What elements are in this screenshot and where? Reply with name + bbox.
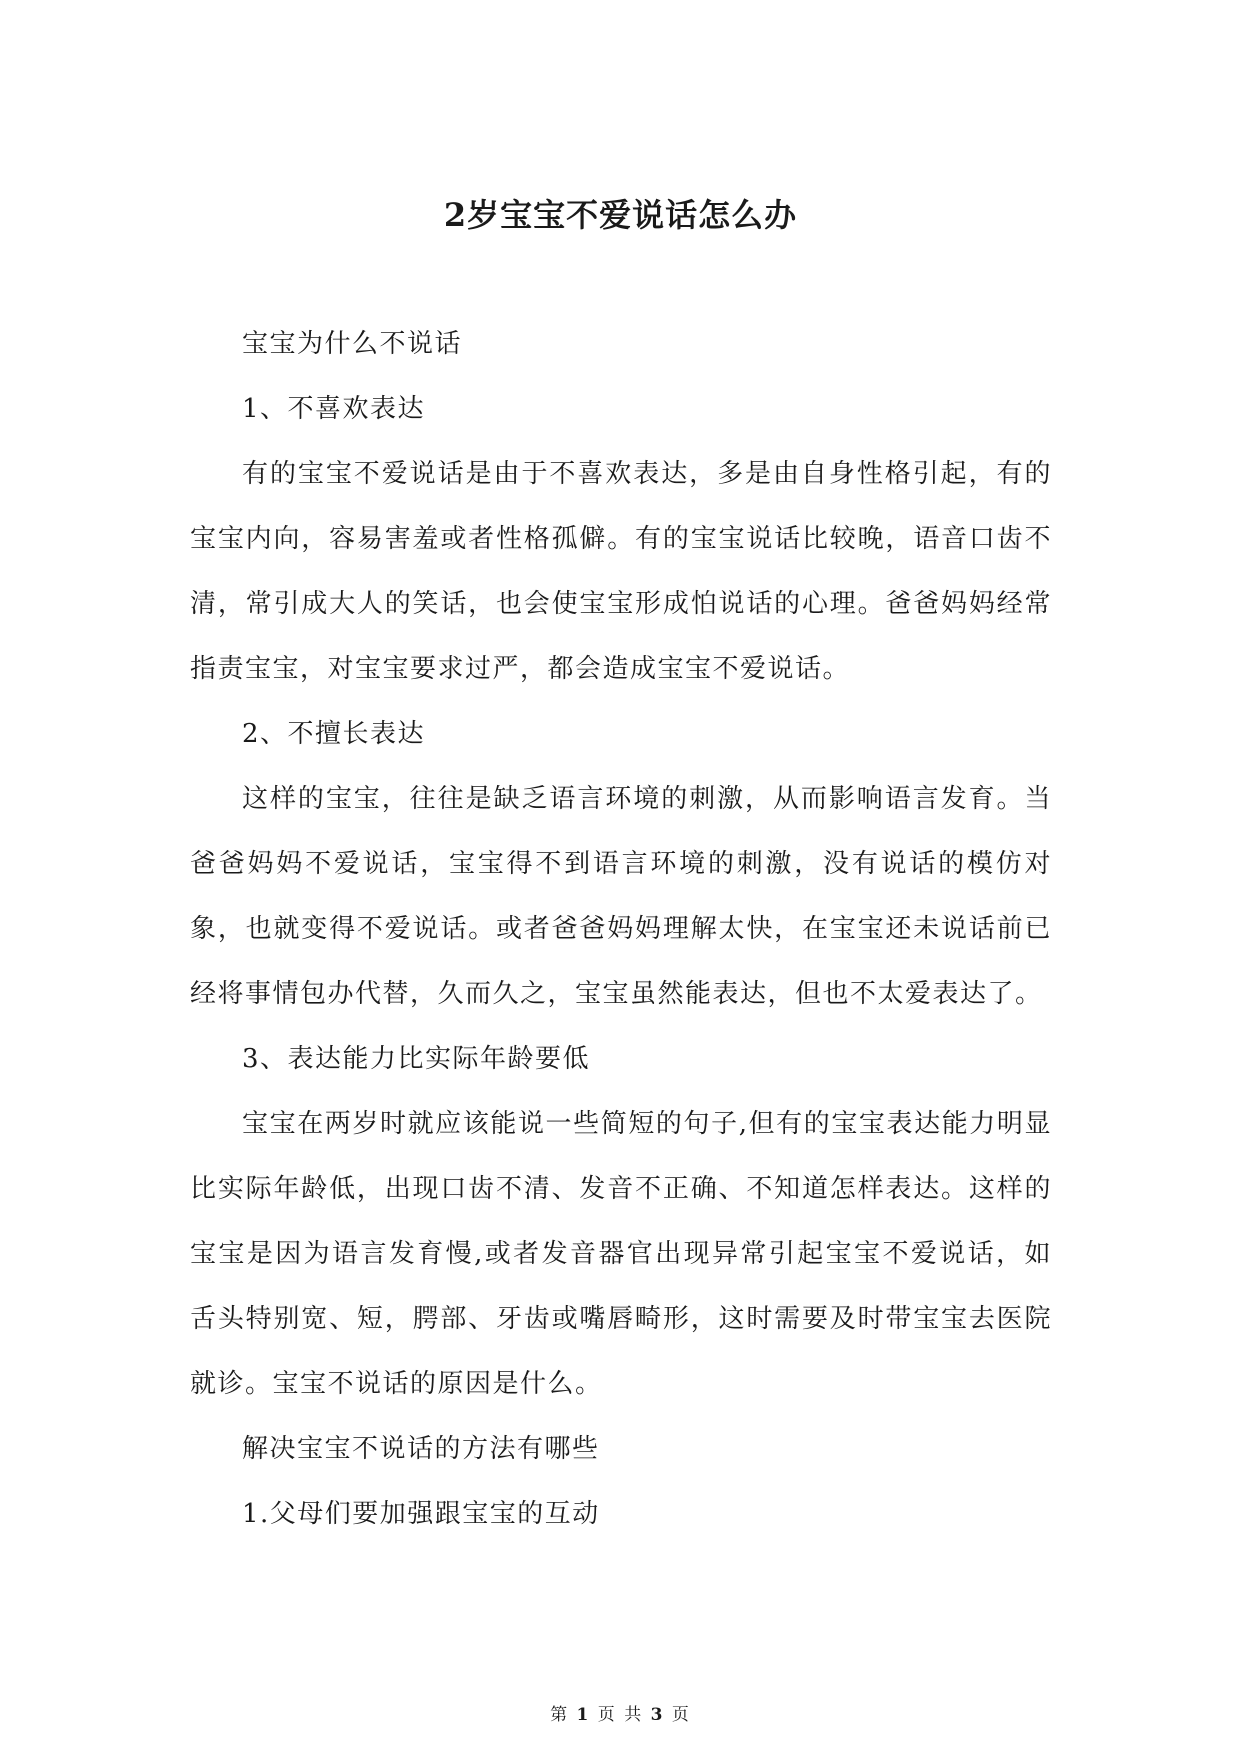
body-paragraph: 有的宝宝不爱说话是由于不喜欢表达，多是由自身性格引起，有的宝宝内向，容易害羞或者性格孤僻。有的宝宝说话比较晚，语音口齿不清，常引成大人的笑话，也会使宝宝形成怕说话的心理。爸爸妈妈经常指责宝宝，对宝宝要求过严，都会造成宝宝不爱说话。 — [190, 459, 1052, 684]
body-paragraph: 这样的宝宝，往往是缺乏语言环境的刺激，从而影响语言发育。当爸爸妈妈不爱说话，宝宝得不到语言环境的刺激，没有说话的模仿对象，也就变得不爱说话。或者爸爸妈妈理解太快，在宝宝还未说话前已经将事情包办代替，久而久之，宝宝虽然能表达，但也不太爱表达了。 — [190, 784, 1052, 1009]
list-item-heading: 1.父母们要加强跟宝宝的互动 — [242, 1499, 600, 1529]
body-paragraph: 宝宝在两岁时就应该能说一些简短的句子,但有的宝宝表达能力明显比实际年龄低，出现口齿不清、发音不正确、不知道怎样表达。这样的宝宝是因为语言发育慢,或者发音器官出现异常引起宝宝不爱说话，如舌头特别宽、短，腭部、牙齿或嘴唇畸形，这时需要及时带宝宝去医院就诊。宝宝不说话的原因是什么。 — [190, 1109, 1052, 1399]
list-item-heading: 2、不擅长表达 — [242, 719, 426, 749]
list-item-heading: 1、不喜欢表达 — [242, 394, 426, 424]
document-body — [190, 312, 1052, 1547]
section-heading: 解决宝宝不说话的方法有哪些 — [242, 1434, 600, 1464]
page-footer — [0, 1700, 1241, 1725]
page-title: 2岁宝宝不爱说话怎么办 — [443, 196, 798, 234]
total-page-number: 3 — [650, 1705, 665, 1725]
current-page-number: 1 — [576, 1705, 591, 1725]
footer-middle: 页 共 — [597, 1705, 644, 1725]
list-item-heading: 3、表达能力比实际年龄要低 — [242, 1044, 591, 1074]
footer-prefix: 第 — [550, 1705, 570, 1725]
footer-suffix: 页 — [671, 1705, 691, 1725]
section-heading: 宝宝为什么不说话 — [242, 329, 463, 359]
